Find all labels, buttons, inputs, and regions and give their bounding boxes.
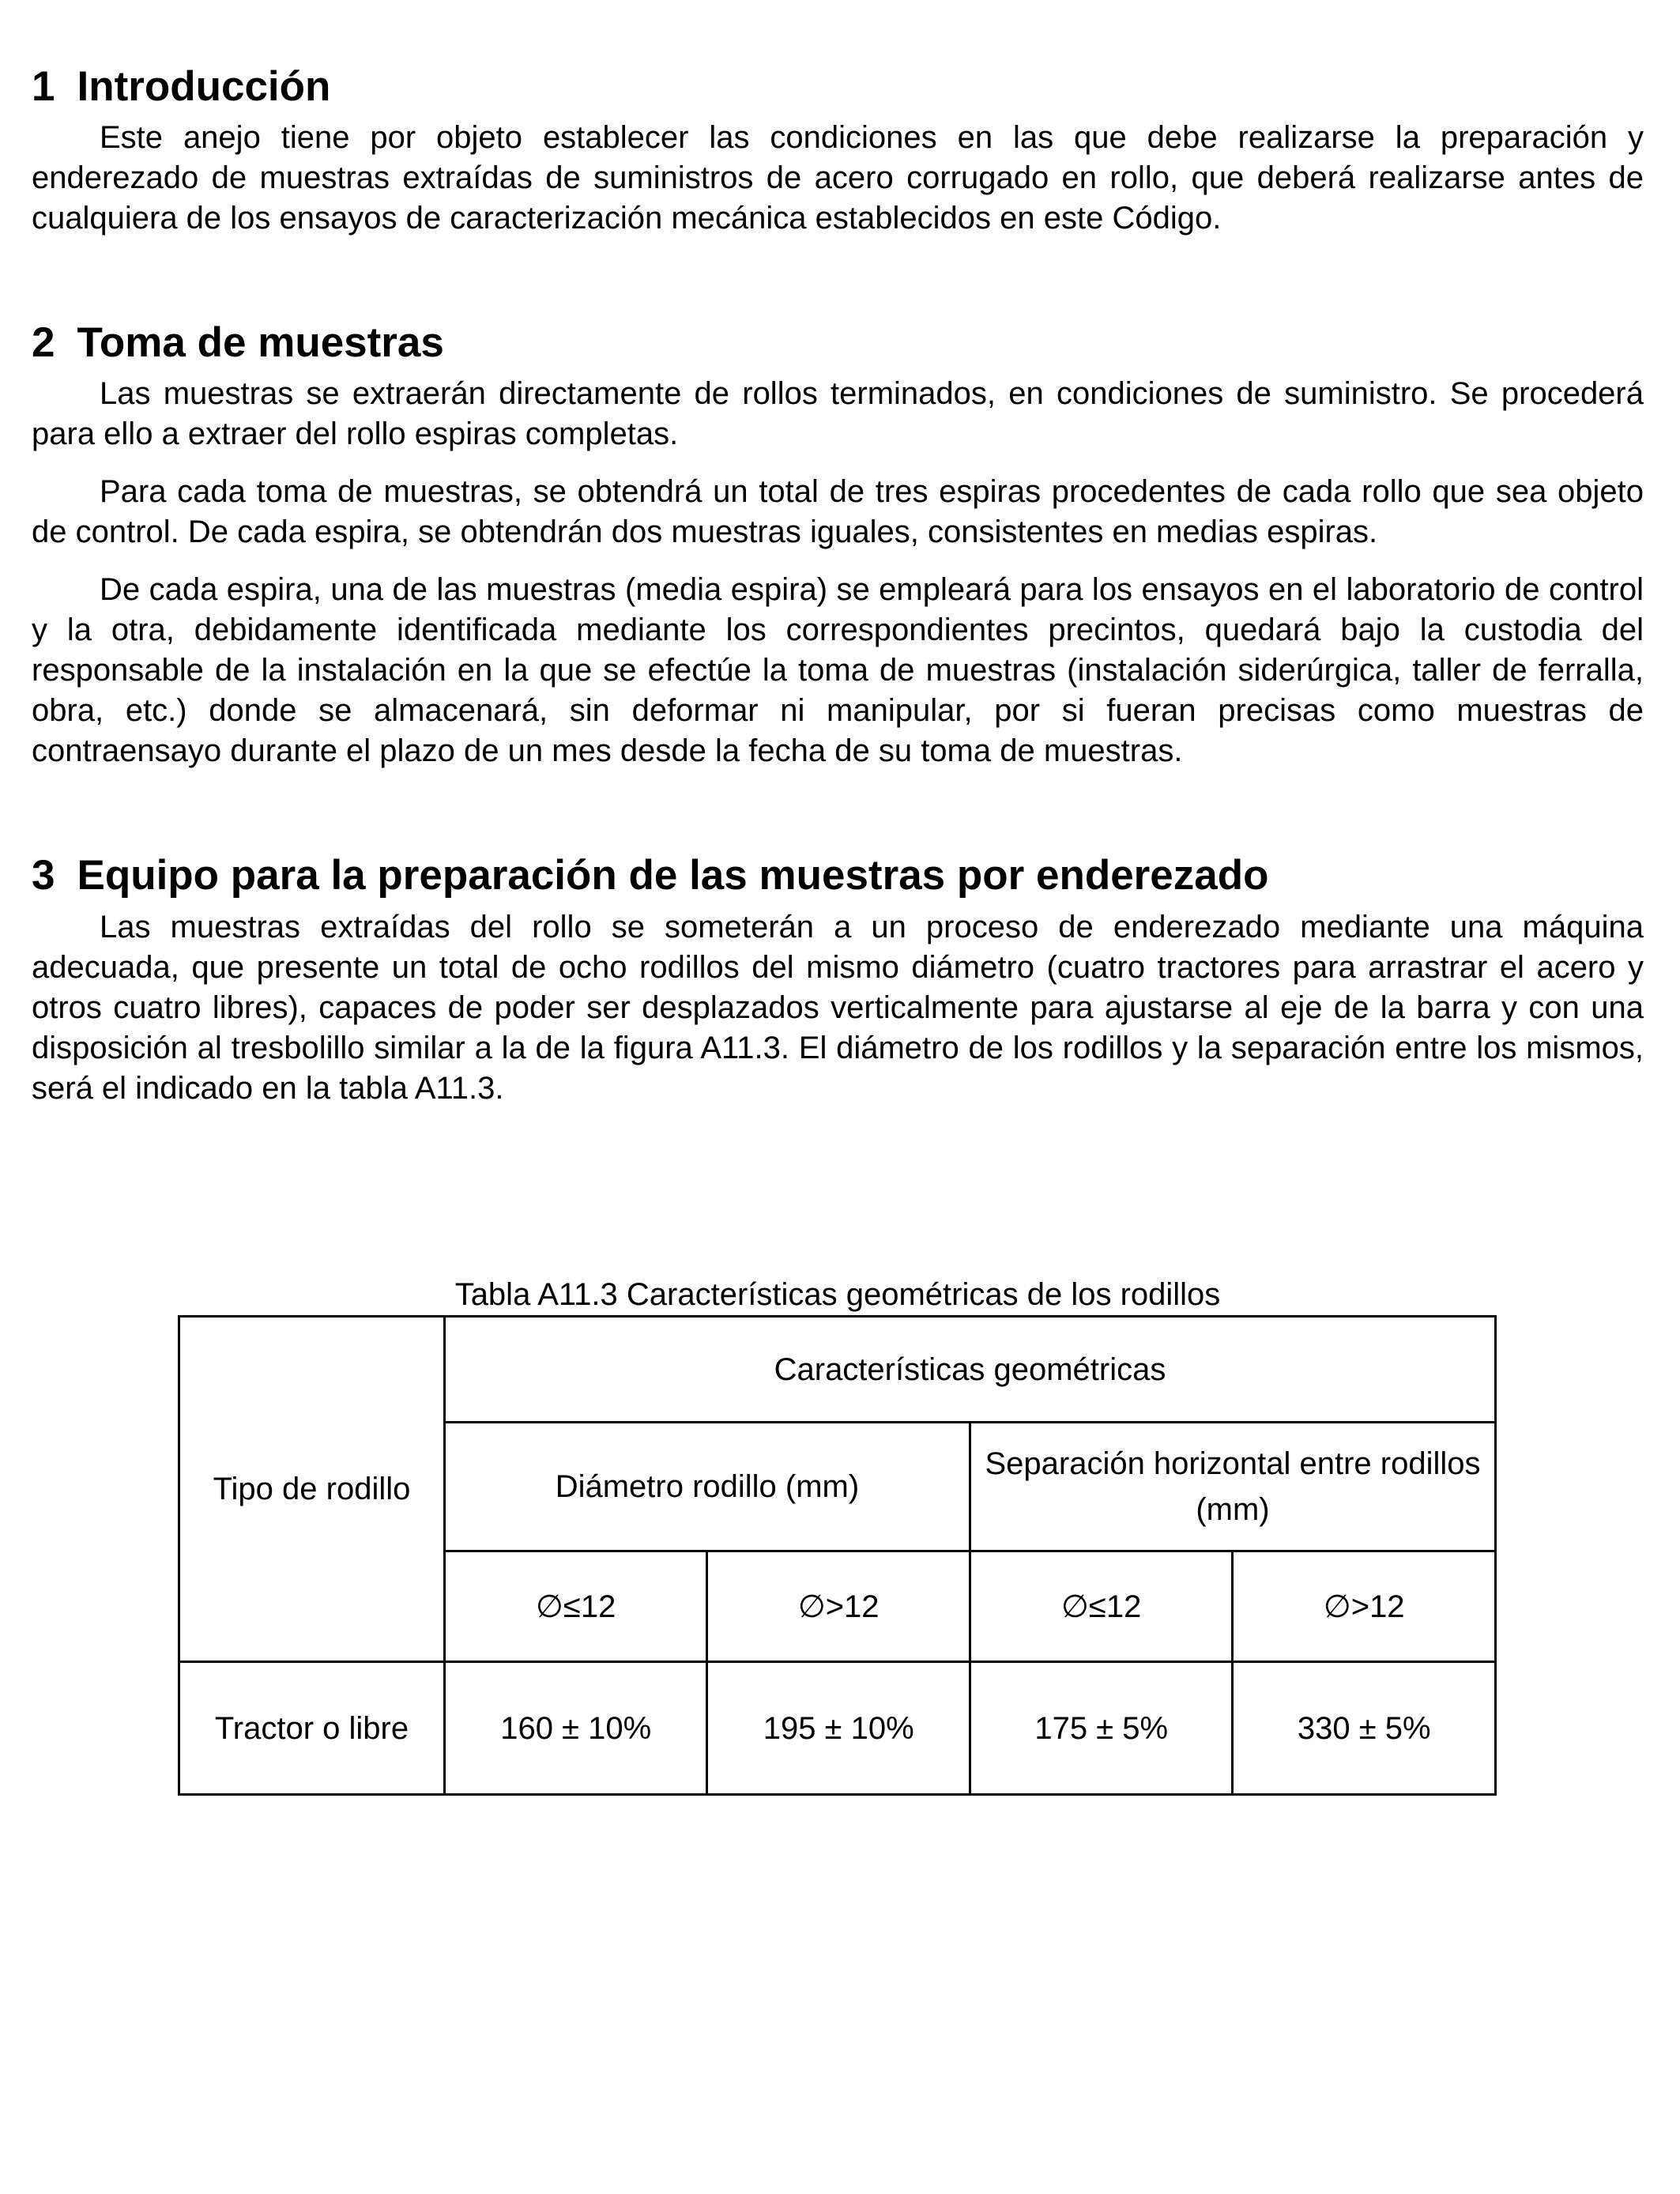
section-body (32, 118, 1644, 239)
table-caption: Tabla A11.3 Características geométricas de los rodillos (454, 1277, 1221, 1312)
paragraph: Las muestras extraídas del rollo se someterán a un proceso de enderezado mediante una máquina adecuada, que presente un total de ocho rodillos del mismo diámetro (cuatro tractores para arrastrar el acero y otros cuatro libres), capaces de poder ser desplazados verticalmente para ajustarse al eje de la barra y con una disposición al tresbolillo similar a la de la figura A11.3. El diámetro de los rodillos y la separación entre los mismos, será el indicado en la tabla A11.3. (32, 910, 1644, 1106)
section-heading (32, 319, 1644, 367)
group-header-cell: Características geométricas (444, 1317, 1495, 1423)
condition-cell: ∅>12 (707, 1551, 970, 1662)
section-number: 2 (32, 319, 55, 366)
section-body (32, 374, 1644, 771)
paragraph: De cada espira, una de las muestras (media espira) se empleará para los ensayos en el laboratorio de control y la otra, debidamente identificada mediante los correspondientes precintos, quedará bajo la custodia del responsable de la instalación en la que se efectúe la toma de muestras (instalación siderúrgica, taller de ferralla, obra, etc.) donde se almacenará, sin deformar ni manipular, por si fueran precisas como muestras de contraensayo durante el plazo de un mes desde la fecha de su toma de muestras. (32, 572, 1644, 768)
value-cell: 160 ± 10% (444, 1662, 706, 1795)
table-row (179, 1317, 1496, 1423)
condition-cell: ∅≤12 (970, 1551, 1232, 1662)
section-title: Toma de muestras (77, 319, 444, 366)
condition-cell: ∅>12 (1233, 1551, 1496, 1662)
section-title: Introducción (77, 63, 331, 110)
section-title: Equipo para la preparación de las muestras por enderezado (77, 852, 1269, 899)
section-body (32, 907, 1644, 1109)
table-row (179, 1662, 1496, 1795)
paragraph: Para cada toma de muestras, se obtendrá un total de tres espiras procedentes de cada rollo que sea objeto de control. De cada espira, se obtendrán dos muestras iguales, consistentes en medias espiras. (32, 474, 1644, 549)
section-heading (32, 852, 1644, 899)
value-cell: 175 ± 5% (970, 1662, 1232, 1795)
value-cell: 195 ± 10% (707, 1662, 970, 1795)
section-number: 1 (32, 63, 55, 110)
sub-header-cell: Separación horizontal entre rodillos (mm) (970, 1423, 1495, 1551)
roller-table (178, 1315, 1497, 1796)
value-cell: 330 ± 5% (1233, 1662, 1496, 1795)
paragraph: Las muestras se extraerán directamente de rollos terminados, en condiciones de suministro. Se procederá para ello a extraer del rollo espiras completas. (32, 376, 1644, 451)
section-heading (32, 0, 1644, 111)
row-label-cell: Tractor o libre (179, 1662, 445, 1795)
paragraph: Este anejo tiene por objeto establecer las condiciones en las que debe realizarse la preparación y enderezado de muestras extraídas de suministros de acero corrugado en rollo, que deberá realizarse antes de cualquiera de los ensayos de caracterización mecánica establecidos en este Código. (32, 120, 1644, 236)
row-header-cell: Tipo de rodillo (179, 1317, 445, 1662)
section-number: 3 (32, 852, 55, 899)
condition-cell: ∅≤12 (444, 1551, 706, 1662)
document-page (32, 0, 1644, 1746)
sub-header-cell: Diámetro rodillo (mm) (444, 1423, 970, 1551)
